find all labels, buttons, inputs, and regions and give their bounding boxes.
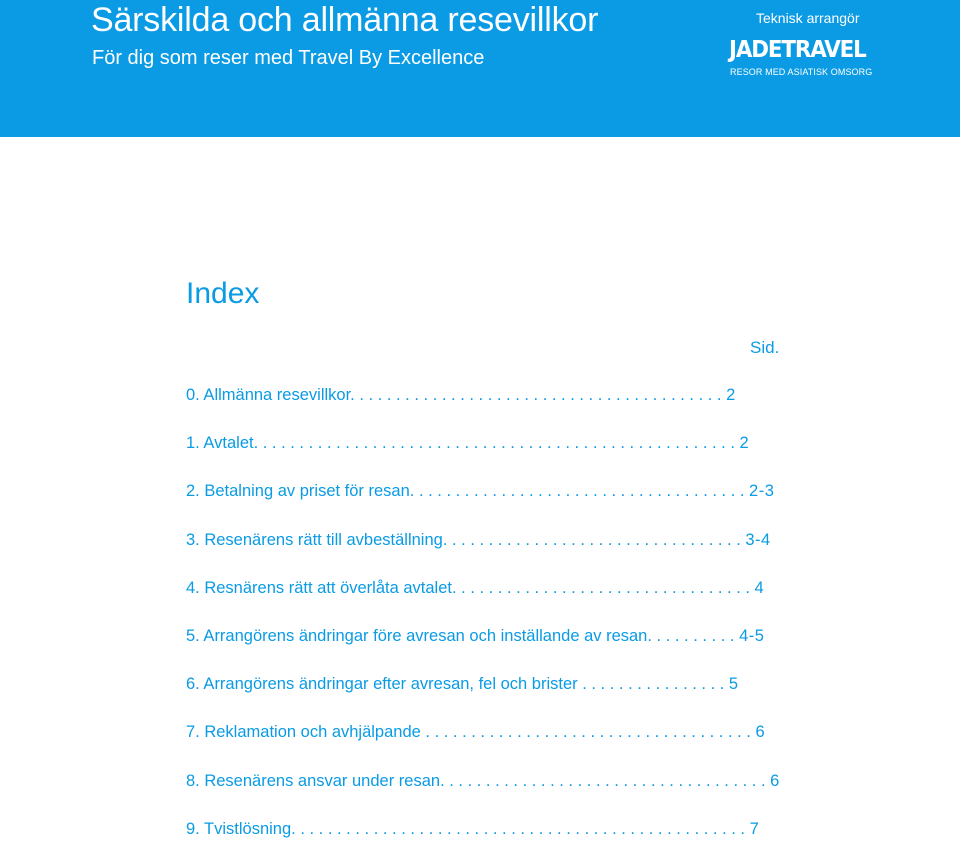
toc-page-number: 5 [728, 675, 739, 694]
toc-page-number: 4-5 [739, 626, 765, 645]
table-of-contents [186, 384, 780, 866]
toc-entry-title: 5. Arrangörens ändringar före avresan och inställande av resan [186, 626, 648, 645]
toc-page-number: 6 [770, 771, 780, 790]
toc-entry [186, 673, 766, 721]
toc-leader-dots: . . . . . . . . . . [647, 626, 740, 645]
toc-page-number: 2-3 [749, 482, 775, 501]
toc-entry-title: 1. Avtalet [186, 434, 254, 453]
toc-entry-title: 6. Arrangörens ändringar efter avresan, fel och brister [186, 675, 578, 694]
toc-leader-dots: . . . . . . . . . . . . . . . . [577, 675, 729, 694]
toc-page-number: 6 [755, 723, 766, 742]
toc-entry [186, 770, 780, 818]
header-banner [0, 0, 960, 137]
document-title: Särskilda och allmänna resevillkor [91, 1, 599, 39]
toc-leader-dots: . . . . . . . . . . . . . . . . . . . . . . . . . . . . . . . . . [451, 578, 755, 597]
toc-entry [186, 721, 766, 769]
toc-leader-dots: . . . . . . . . . . . . . . . . . . . . . . . . . . . . . . . . . . . . . . . . . . . . . . . . . . . . . [253, 434, 740, 453]
index-heading: Index [186, 277, 260, 310]
organizer-label: Teknisk arrangör [756, 10, 860, 26]
toc-entry-title: 7. Reklamation och avhjälpande [186, 723, 421, 742]
toc-leader-dots: . . . . . . . . . . . . . . . . . . . . . . . . . . . . . . . . . . . . [440, 771, 771, 790]
toc-page-number: 2 [726, 386, 736, 404]
toc-entry-title: 2. Betalning av priset för resan [186, 482, 410, 501]
toc-leader-dots: . . . . . . . . . . . . . . . . . . . . . . . . . . . . . . . . . . . . . . . . . [350, 386, 727, 404]
toc-entry-title: 8. Resenärens ansvar under resan [186, 771, 441, 790]
toc-leader-dots: . . . . . . . . . . . . . . . . . . . . . . . . . . . . . . . . . . . . . . . . . . . . . . . . . . [291, 819, 750, 838]
toc-leader-dots: . . . . . . . . . . . . . . . . . . . . . . . . . . . . . . . . . . . . . [409, 482, 750, 501]
toc-page-number: 2 [739, 434, 750, 453]
toc-entry [186, 529, 771, 577]
logo-tagline: RESOR MED ASIATISK OMSORG [730, 67, 873, 77]
toc-page-number: 7 [749, 819, 760, 838]
toc-page-number: 3-4 [745, 530, 771, 549]
toc-entry-title: 4. Resnärens rätt att överlåta avtalet [186, 578, 452, 597]
toc-entry [186, 577, 766, 625]
toc-page-number: 4 [754, 578, 765, 597]
toc-entry [186, 432, 766, 480]
toc-entry-title: 0. Allmänna resevillkor [186, 386, 351, 404]
toc-entry [186, 818, 766, 866]
toc-leader-dots: . . . . . . . . . . . . . . . . . . . . . . . . . . . . . . . . . [442, 530, 746, 549]
logo-wordmark: JADETRAVEL [729, 37, 866, 63]
toc-entry [186, 625, 766, 673]
toc-leader-dots: . . . . . . . . . . . . . . . . . . . . . . . . . . . . . . . . . . . . [420, 723, 756, 742]
toc-entry-title: 3. Resenärens rätt till avbeställning [186, 530, 443, 549]
document-subtitle: För dig som reser med Travel By Excellence [92, 47, 485, 69]
toc-entry-title: 9. Tvistlösning [186, 819, 292, 838]
toc-entry [186, 480, 775, 528]
page-column-header: Sid. [750, 338, 780, 357]
toc-entry [186, 384, 766, 432]
jadetravel-logo [729, 36, 879, 82]
